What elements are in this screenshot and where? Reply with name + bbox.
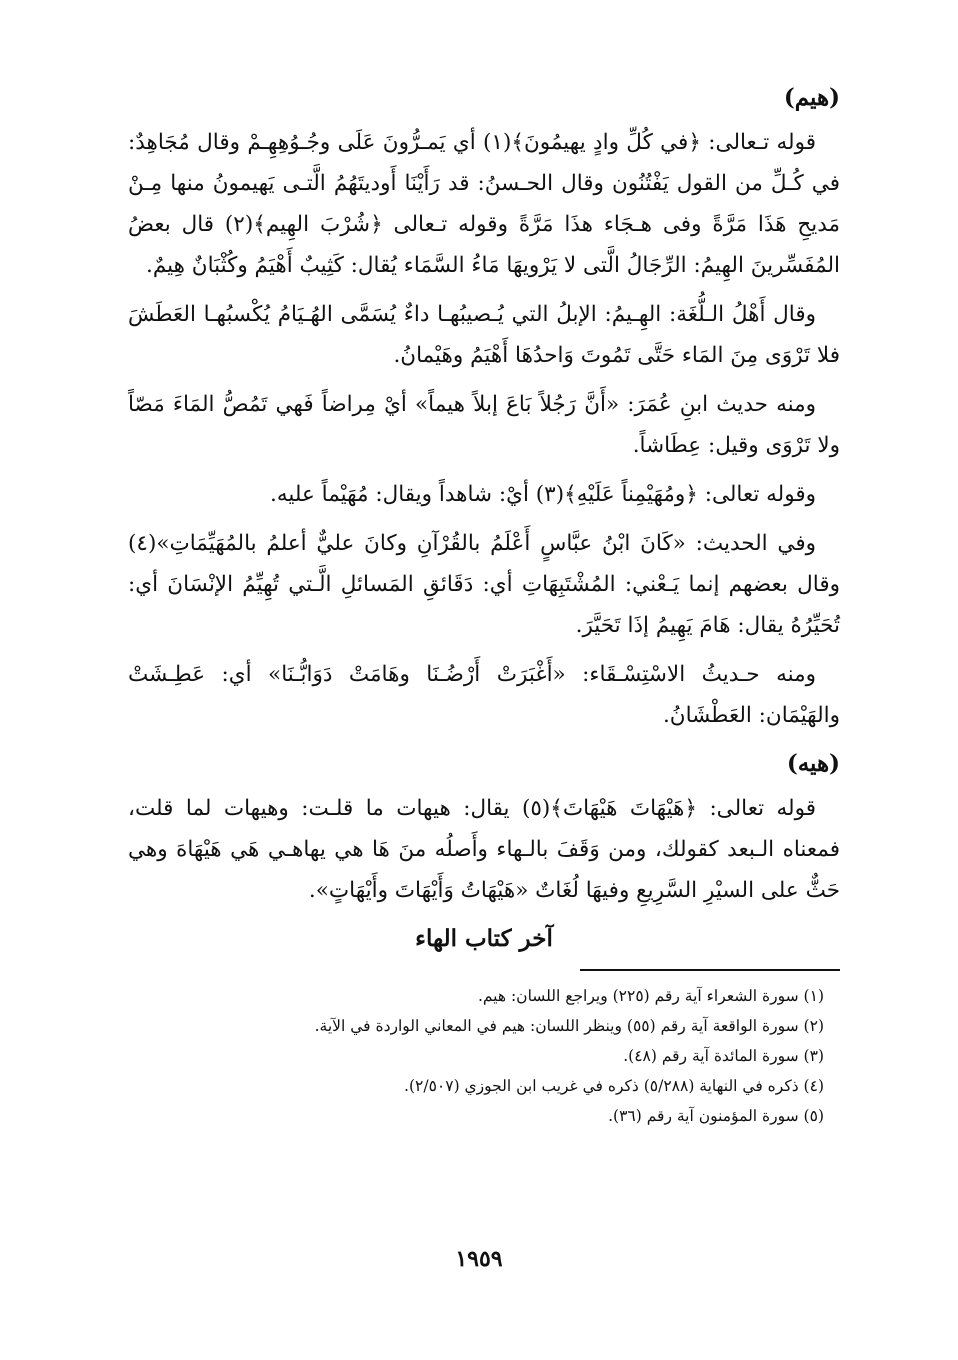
paragraph xyxy=(128,294,840,376)
section-heading: (هيم) xyxy=(783,84,840,111)
paragraph-text: قوله تعالى: ﴿هَيْهَاتَ هَيْهَاتَ﴾(٥) يقال: هيهات ما قلـت: وهيهات لما قلت، فمعناه الـبعد كقولك، ومن وَقَفَ بالـهاء وأَصلُه منَ هَا هي يهاهـي هَي هَيْهَاهَ وهي حَثٌّ على السيْرِ السَّرِيعِ وفيهَا لُغَاتٌ «هَيْهَاتُ وَأَيْهَاتَ وأَيْهَاتٍ». xyxy=(128,796,840,903)
footnote: (٥) سورة المؤمنون آية رقم (٣٦). xyxy=(608,1107,824,1125)
footnote-divider xyxy=(580,969,840,971)
paragraph xyxy=(128,474,840,515)
footnote: (١) سورة الشعراء آية رقم (٢٢٥) ويراجع اللسان: هيم. xyxy=(477,987,824,1005)
paragraph xyxy=(128,654,840,736)
paragraph xyxy=(128,384,840,466)
paragraph xyxy=(128,523,840,646)
footnote: (٣) سورة المائدة آية رقم (٤٨). xyxy=(623,1047,824,1065)
paragraph-text: وفي الحديث: «كَانَ ابْنُ عبَّاسٍ أَعْلَمُ بالقُرْآنِ وكانَ عليٌّ أعلمُ بالمُهَيِّمَاتِ»(٤) وقال بعضهم إنما يَـعْني: المُشْتَبِهَاتِ أي: دَقَائقِ المَسائلِ الَّـتي تُهِيِّمُ الإنْسَانَ أي: تُحَيِّرُهُ يقال: هَامَ يَهِيمُ إذَا تَحَيَّرَ. xyxy=(128,531,840,638)
section-heem xyxy=(128,80,840,736)
page-number: ١٩٥٩ xyxy=(455,1246,503,1272)
end-of-book-title: آخر كتاب الهاء xyxy=(415,925,553,952)
paragraph-text: وقوله تعالى: ﴿ومُهَيْمِناً عَلَيْهِ﴾(٣) أيْ: شاهداً ويقال: مُهَيْماً عليه. xyxy=(270,482,816,507)
paragraph-text: ومنه حـديثُ الاسْتِسْـقَاء: «أَغْبَرَتْ أَرْضُـنَا وهَامَتْ دَوَابُّـنَا» أي: عَطِـشَتْ والهَيْمَان: العَطْشَانُ. xyxy=(128,662,840,728)
footnote: (٢) سورة الواقعة آية رقم (٥٥) وينظر اللسان: هيم في المعاني الواردة في الآية. xyxy=(314,1017,824,1035)
paragraph xyxy=(128,788,840,911)
paragraph-text: ومنه حديث ابنِ عُمَرَ: «أَنَّ رَجُلاً بَاعَ إبلاً هيماً» أيْ مِراضاً فَهي تَمُصُّ المَاءَ مَصّاً ولا تَرْوَى وقيل: عِطَاشاً. xyxy=(128,392,840,458)
paragraph-text: وقال أَهْلُ الـلُّغَة: الهِـيمُ: الإبلُ التي يُـصيبُهـا داءٌ يُسَمَّى الهُـيَامُ يُكْسبُهـا العَطَشَ فلا تَرْوَى مِنَ المَاء حَتَّى تَمُوتَ وَاحدُهَا أَهْيَمُ وهَيْمانُ. xyxy=(128,302,840,368)
footnotes xyxy=(128,981,840,1131)
footnote: (٤) ذكره في النهاية (٥/٢٨٨) ذكره في غريب ابن الجوزي (٢/٥٠٧). xyxy=(404,1077,824,1095)
paragraph xyxy=(128,122,840,286)
section-heeh xyxy=(128,746,840,911)
paragraph-text: قوله تـعالى: ﴿في كُلِّ وادٍ يهيمُونَ﴾(١) أي يَمـرُّونَ عَلَى وجُـوُهِهِـمْ وقال مُجَاهِدٌ: في كُـلِّ من القول يَفْتُنُون وقال الحـسنُ: قد رَأَيْنَا أَوديتَهُمُ الَّتـى يَهيمونُ منها مِـنْ مَديحِ هَذَا مَرَّةً وفى هـجَاء هذَا مَرَّةً وقوله تـعالى ﴿شُرْبَ الهِيم﴾(٢) قال بعضُ المُفَسِّرينَ الهِيمُ: الرِّجَالُ الَّتى لا يَرْويهَا مَاءُ السَّمَاء يُقال: كَثِيبٌ أَهْيَمُ وكُثْبَانٌ هِيمٌ. xyxy=(128,130,840,278)
section-heading: (هيه) xyxy=(786,750,840,777)
